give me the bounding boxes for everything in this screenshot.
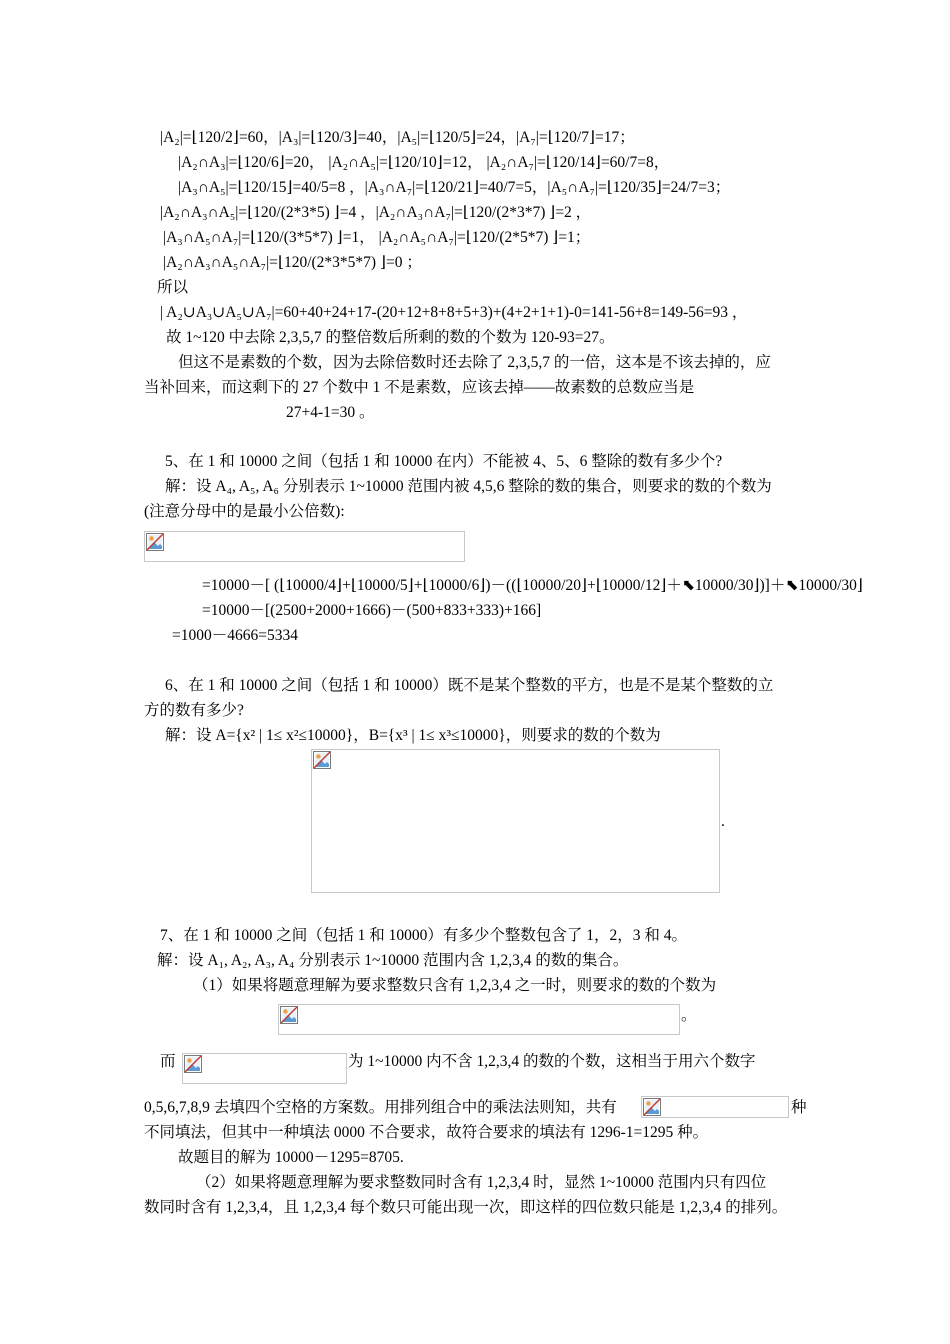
text-line: 故 1~120 中去除 2,3,5,7 的整倍数后所剩的数的个数为 120-93=27。	[166, 329, 615, 346]
text-line: 所以	[157, 279, 189, 296]
text-line: 而	[160, 1053, 176, 1070]
formula-line: |A₂∩A₃∩A₅|=⌊120/(2*3*5) ⌋=4 ，|A₂∩A₃∩A₇|=⌊120/(2*3*7) ⌋=2 ，	[160, 204, 592, 221]
formula-line: =10000－[(2500+2000+1666)－(500+833+333)+166]	[202, 602, 542, 619]
period: .	[721, 813, 725, 830]
text-line: 数同时含有 1,2,3,4，且 1,2,3,4 每个数只可能出现一次，即这样的四位数只能是 1,2,3,4 的排列。	[144, 1199, 788, 1216]
text-line: 0,5,6,7,8,9 去填四个空格的方案数。用排列组合中的乘法法则知，共有	[144, 1099, 617, 1116]
text-line: 解：设 A₄, A₅, A₆ 分别表示 1~10000 范围内被 4,5,6 整除的数的集合，则要求的数的个数为	[165, 478, 772, 495]
formula-image-placeholder	[182, 1053, 347, 1084]
broken-image-icon	[280, 1006, 298, 1024]
formula-image-placeholder	[311, 749, 720, 893]
formula-line: =10000－[ (⌊10000/4⌋+⌊10000/5⌋+⌊10000/6⌋)－((⌊10000/20⌋+⌊10000/12⌋＋⬉10000/30⌋)]＋⬉10000/30⌋	[202, 577, 863, 594]
broken-image-icon	[313, 751, 331, 769]
formula-line: |A₂∩A₃∩A₅∩A₇|=⌊120/(2*3*5*7) ⌋=0 ；	[163, 254, 422, 271]
text-line: 不同填法，但其中一种填法 0000 不合要求，故符合要求的填法有 1296-1=1295 种。	[144, 1124, 709, 1141]
question-5: 5、在 1 和 10000 之间（包括 1 和 10000 在内）不能被 4、5、6 整除的数有多少个?	[165, 453, 723, 470]
formula-image-placeholder	[144, 531, 465, 562]
formula-line: |A₃∩A₅|=⌊120/15⌋=40/5=8 ，|A₃∩A₇|=⌊120/21⌋=40/7=5，|A₅∩A₇|=⌊120/35⌋=24/7=3；	[178, 179, 731, 196]
text-line: (注意分母中的是最小公倍数):	[144, 503, 345, 520]
formula-line: =1000－4666=5334	[172, 627, 298, 644]
formula-line: | A₂∪A₃∪A₅∪A₇|=60+40+24+17-(20+12+8+8+5+3)+(4+2+1+1)-0=141-56+8=149-56=93 ，	[160, 304, 748, 321]
formula-line: |A₂|=⌊120/2⌋=60，|A₃|=⌊120/3⌋=40，|A₅|=⌊120/5⌋=24，|A₇|=⌊120/7⌋=17；	[160, 129, 635, 146]
text-line: （2）如果将题意理解为要求整数同时含有 1,2,3,4 时，显然 1~10000 范围内只有四位	[196, 1174, 767, 1191]
broken-image-icon	[184, 1055, 202, 1073]
question-6: 6、在 1 和 10000 之间（包括 1 和 10000）既不是某个整数的平方，也是不是某个整数的立	[165, 677, 774, 694]
arrow-up-left-icon: ⬉	[785, 577, 799, 594]
text-line: 解：设 A₁, A₂, A₃, A₄ 分别表示 1~10000 范围内含 1,2,3,4 的数的集合。	[157, 952, 629, 969]
text-line: 种	[791, 1099, 807, 1116]
formula-line: |A₂∩A₃|=⌊120/6⌋=20， |A₂∩A₅|=⌊120/10⌋=12， |A₂∩A₇|=⌊120/14⌋=60/7=8，	[178, 154, 670, 171]
text-line: 但这不是素数的个数，因为去除倍数时还去除了 2,3,5,7 的一倍，这本是不该去掉的，应	[178, 354, 771, 371]
formula-image-placeholder	[278, 1004, 680, 1035]
text-line: （1）如果将题意理解为要求整数只含有 1,2,3,4 之一时，则要求的数的个数为	[193, 977, 717, 994]
text-line: 当补回来，而这剩下的 27 个数中 1 不是素数，应该去掉——故素数的总数应当是	[144, 379, 695, 396]
question-7: 7、在 1 和 10000 之间（包括 1 和 10000）有多少个整数包含了 1，2，3 和 4。	[160, 927, 688, 944]
formula-line: |A₃∩A₅∩A₇|=⌊120/(3*5*7) ⌋=1， |A₂∩A₅∩A₇|=⌊120/(2*5*7) ⌋=1；	[163, 229, 591, 246]
formula-line: 27+4-1=30 。	[286, 404, 375, 421]
text-line: 为 1~10000 内不含 1,2,3,4 的数的个数，这相当于用六个数字	[348, 1053, 756, 1070]
period: 。	[681, 1007, 697, 1024]
broken-image-icon	[146, 533, 164, 551]
broken-image-icon	[643, 1098, 661, 1116]
text-line: 方的数有多少?	[144, 702, 244, 719]
text-line: 解：设 A={x² | 1≤ x²≤10000}，B={x³ | 1≤ x³≤10000}，则要求的数的个数为	[165, 727, 661, 744]
arrow-up-left-icon: ⬉	[681, 577, 695, 594]
text-line: 故题目的解为 10000－1295=8705.	[178, 1149, 404, 1166]
formula-image-placeholder	[641, 1096, 789, 1118]
